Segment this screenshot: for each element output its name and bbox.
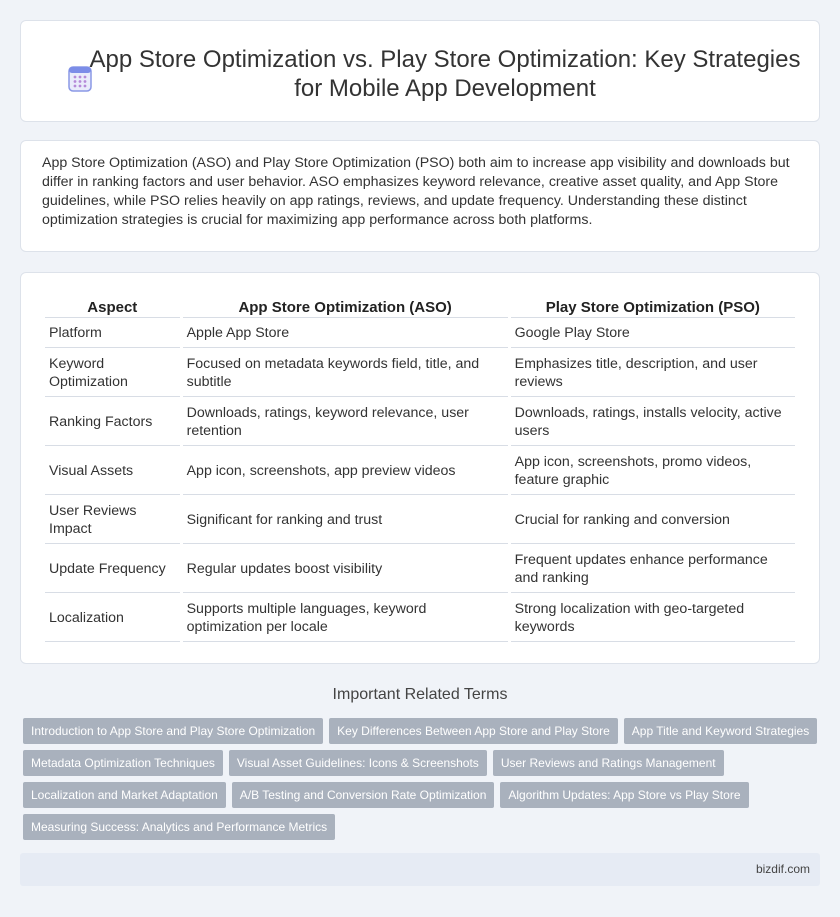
table-cell-aspect: Update Frequency — [45, 545, 180, 593]
related-term-tag[interactable]: Introduction to App Store and Play Store Optimization — [23, 718, 323, 744]
table-cell-aso: Downloads, ratings, keyword relevance, user retention — [183, 398, 508, 446]
intro-text: App Store Optimization (ASO) and Play Store Optimization (PSO) both aim to increase app visibility and downloads but differ in ranking factors and user behavior. ASO emphasizes keyword relevance, creative asset quality, and App Store guidelines, while PSO relies heavily on app ratings, reviews, and update frequency. Understanding these distinct optimization strategies is crucial for maximizing app performance across both platforms. — [42, 155, 790, 228]
table-cell-pso: Google Play Store — [511, 319, 795, 348]
footer — [20, 853, 820, 886]
related-term-tag[interactable]: App Title and Keyword Strategies — [624, 718, 817, 744]
table-cell-pso: Strong localization with geo-targeted keywords — [511, 594, 795, 642]
table-cell-aspect: Localization — [45, 594, 180, 642]
table-cell-pso: Frequent updates enhance performance and ranking — [511, 545, 795, 593]
table-cell-aso: Regular updates boost visibility — [183, 545, 508, 593]
table-cell-aspect: Keyword Optimization — [45, 349, 180, 397]
table-cell-aso: Apple App Store — [183, 319, 508, 348]
related-term-tag[interactable]: Algorithm Updates: App Store vs Play Store — [500, 782, 748, 808]
table-row — [45, 594, 795, 642]
intro-card — [20, 140, 820, 252]
title-card — [20, 20, 820, 122]
related-terms-title: Important Related Terms — [332, 686, 508, 703]
table-cell-aspect: User Reviews Impact — [45, 496, 180, 544]
table-row — [45, 545, 795, 593]
related-term-tag[interactable]: Visual Asset Guidelines: Icons & Screenshots — [229, 750, 487, 776]
table-cell-aso: Supports multiple languages, keyword optimization per locale — [183, 594, 508, 642]
table-header-aspect: Aspect — [45, 294, 180, 318]
related-term-tag[interactable]: A/B Testing and Conversion Rate Optimization — [232, 782, 495, 808]
table-row — [45, 349, 795, 397]
related-term-tag[interactable]: Metadata Optimization Techniques — [23, 750, 223, 776]
page-title: App Store Optimization vs. Play Store Optimization: Key Strategies for Mobile App Development — [89, 46, 801, 102]
table-header-aso: App Store Optimization (ASO) — [183, 294, 508, 318]
related-term-tag[interactable]: Localization and Market Adaptation — [23, 782, 226, 808]
table-cell-aspect: Platform — [45, 319, 180, 348]
table-row — [45, 447, 795, 495]
table-cell-pso: Crucial for ranking and conversion — [511, 496, 795, 544]
table-row — [45, 319, 795, 348]
comparison-table — [42, 293, 798, 643]
related-term-tag[interactable]: Key Differences Between App Store and Play Store — [329, 718, 618, 744]
table-cell-pso: Emphasizes title, description, and user reviews — [511, 349, 795, 397]
related-term-tag[interactable]: Measuring Success: Analytics and Performance Metrics — [23, 814, 335, 840]
comparison-table-card — [20, 272, 820, 664]
table-cell-pso: App icon, screenshots, promo videos, feature graphic — [511, 447, 795, 495]
footer-brand[interactable]: bizdif.com — [755, 862, 810, 876]
table-row — [45, 398, 795, 446]
table-cell-pso: Downloads, ratings, installs velocity, active users — [511, 398, 795, 446]
table-cell-aspect: Ranking Factors — [45, 398, 180, 446]
related-terms-list — [23, 718, 823, 840]
table-row — [45, 496, 795, 544]
related-term-tag[interactable]: User Reviews and Ratings Management — [493, 750, 724, 776]
table-header-pso: Play Store Optimization (PSO) — [511, 294, 795, 318]
table-cell-aspect: Visual Assets — [45, 447, 180, 495]
table-cell-aso: Significant for ranking and trust — [183, 496, 508, 544]
table-cell-aso: Focused on metadata keywords field, title, and subtitle — [183, 349, 508, 397]
table-cell-aso: App icon, screenshots, app preview videos — [183, 447, 508, 495]
